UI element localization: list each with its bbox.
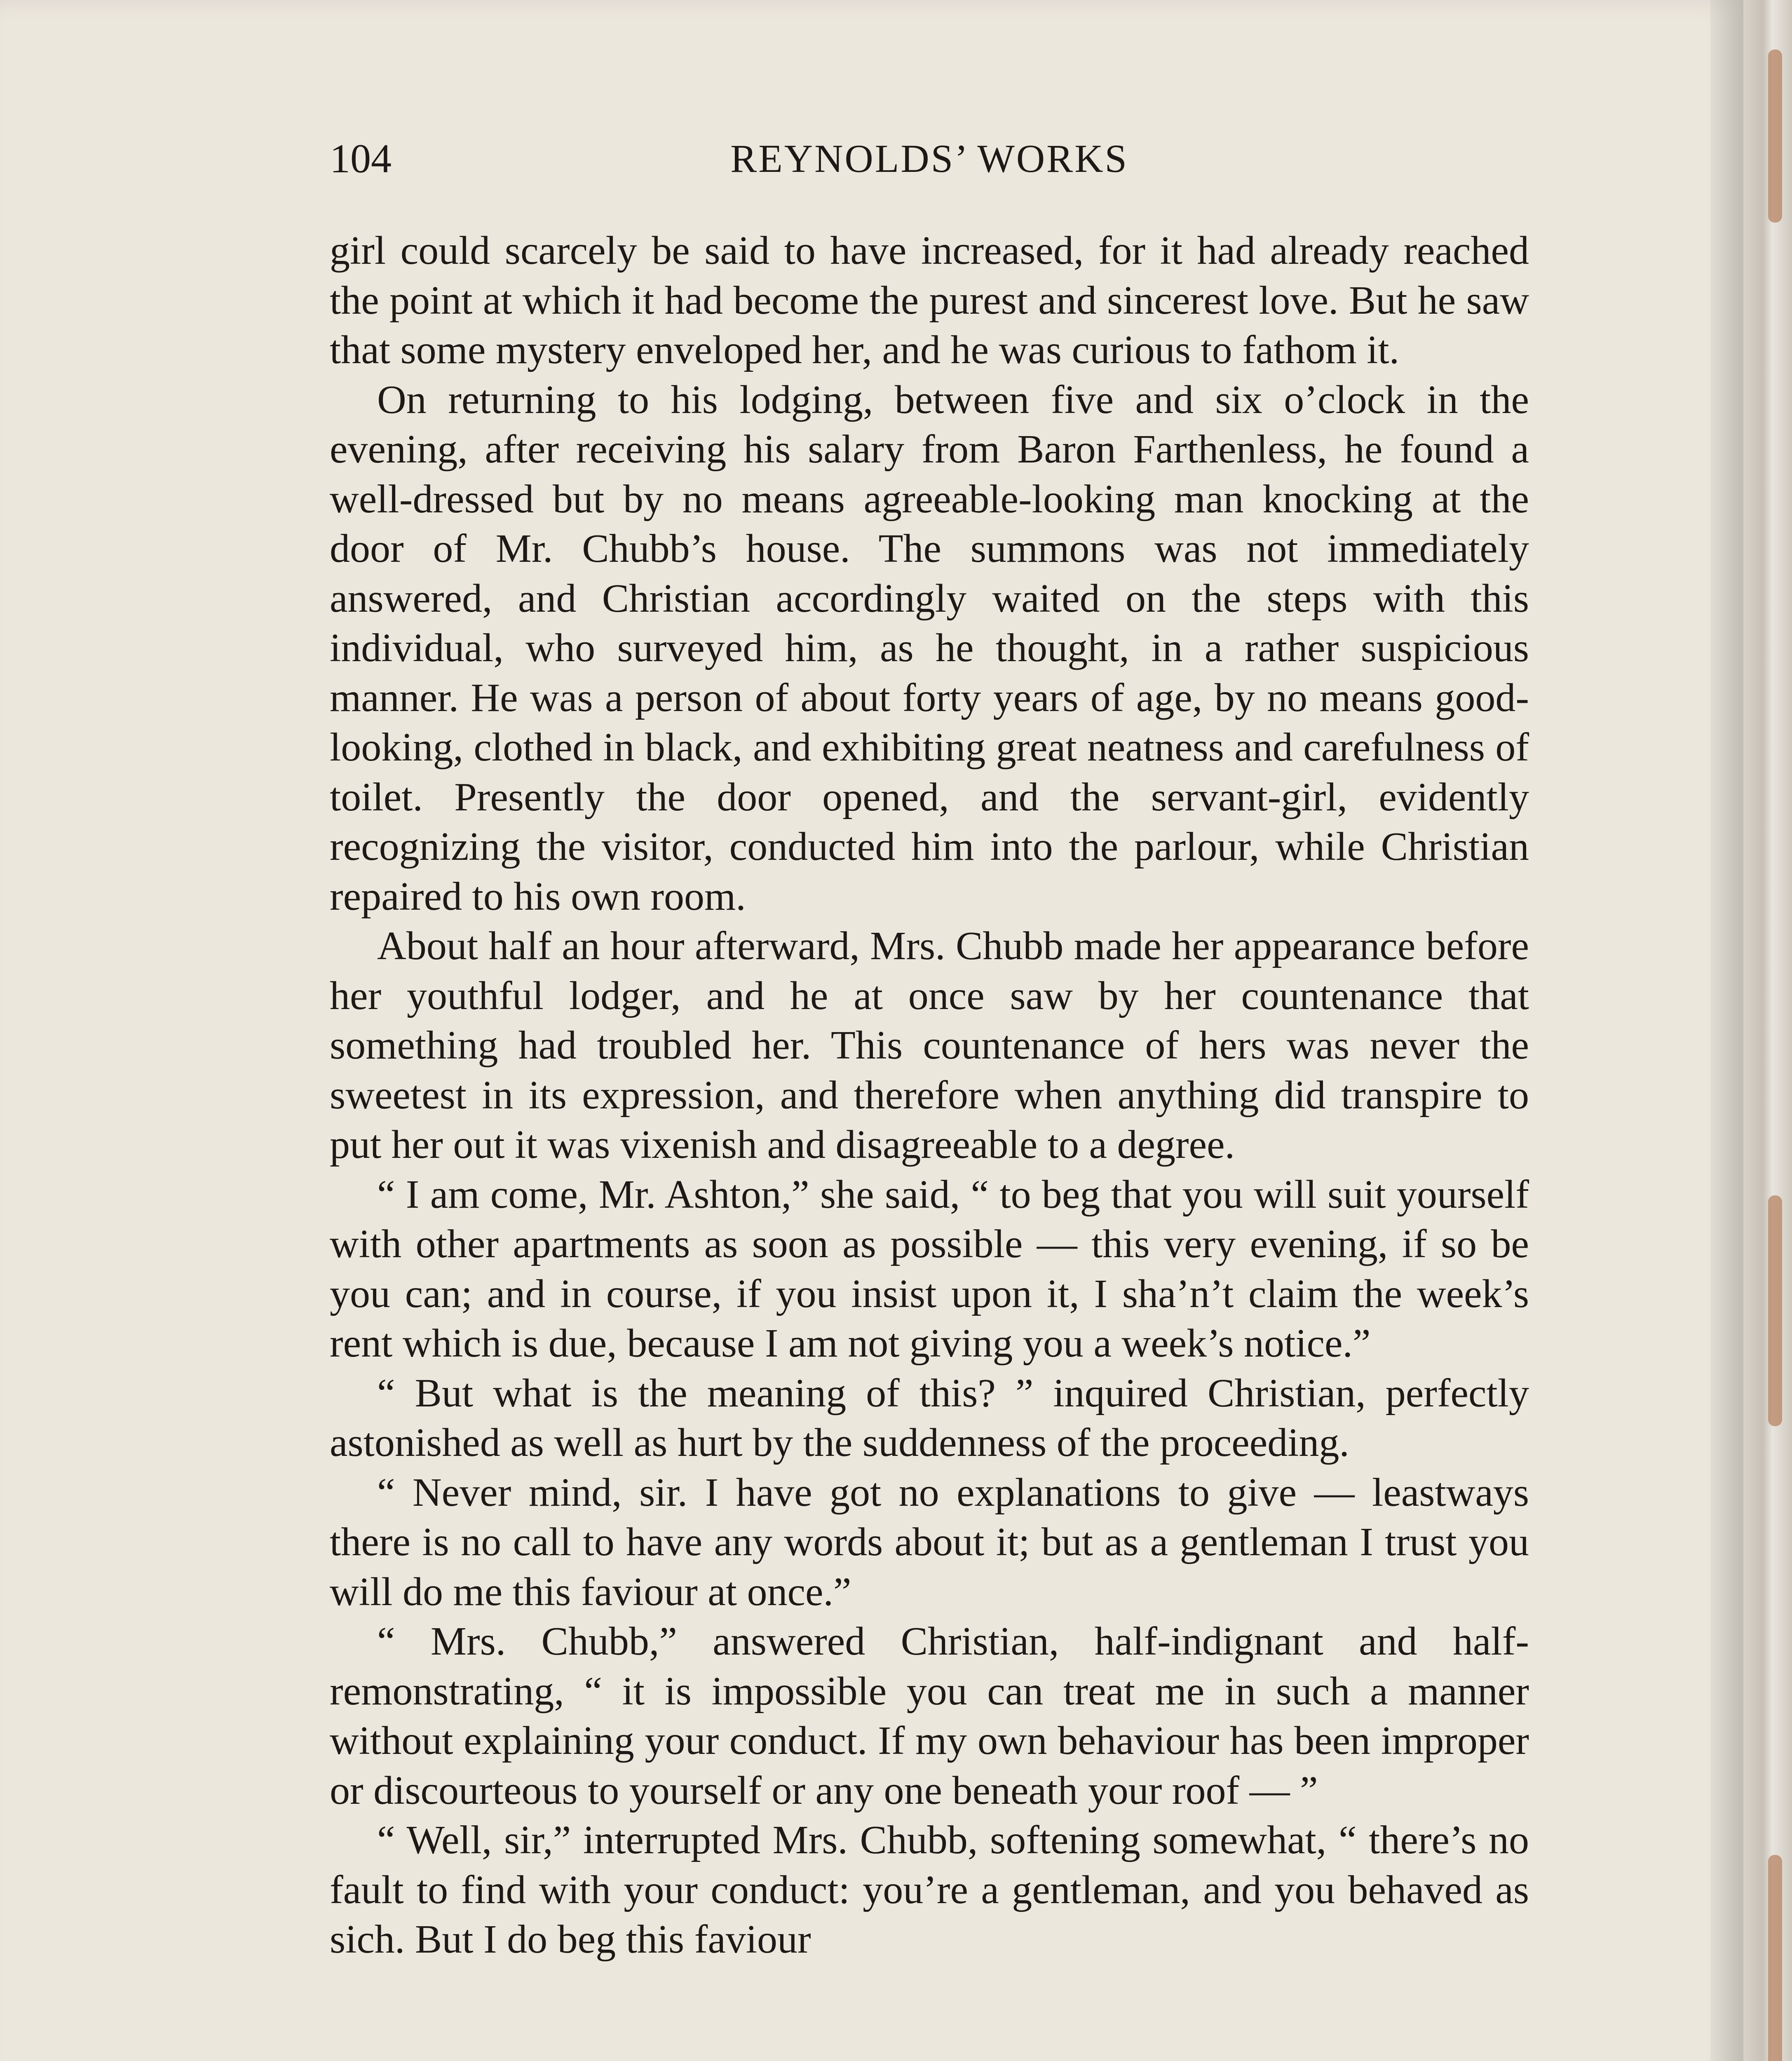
book-edge — [1743, 0, 1792, 2061]
paragraph: “ But what is the meaning of this? ” inquired Christian, perfectly astonished as well as hurt by the suddenness of the proceeding. — [330, 1371, 1529, 1465]
page-number: 104 — [330, 136, 392, 181]
edge-stain — [1768, 1195, 1782, 1426]
paragraph: “ Mrs. Chubb,” answered Christian, half-indignant and half-remonstrating, “ it is impossible you can treat me in such a manner without explaining your conduct. If my own behaviour has been improper or discourteous to yourself or any one beneath your roof — ” — [330, 1619, 1529, 1813]
body-text — [330, 226, 1529, 1965]
running-title: REYNOLDS’ WORKS — [730, 136, 1128, 181]
edge-stain — [1768, 49, 1782, 223]
paragraph: On returning to his lodging, between five and six o’clock in the evening, after receiving his salary from Baron Farthenless, he found a well-dressed but by no means agreeable-looking man knocking at the door of Mr. Chubb’s house. The summons was not immediately answered, and Christian accordingly waited on the steps with this individual, who surveyed him, as he thought, in a rather suspicious manner. He was a person of about forty years of age, by no means good-looking, clothed in black, and exhibiting great neatness and carefulness of toilet. Presently the door opened, and the servant-girl, evidently recognizing the visitor, conducted him into the parlour, while Christian repaired to his own room. — [330, 377, 1529, 919]
paragraph: “ I am come, Mr. Ashton,” she said, “ to beg that you will suit yourself with other apartments as soon as possible — this very evening, if so be you can; and in course, if you insist upon it, I sha’n’t claim the week’s rent which is due, because I am not giving you a week’s notice.” — [330, 1172, 1529, 1366]
paragraph: girl could scarcely be said to have increased, for it had already reached the point at which it had become the purest and sincerest love. But he saw that some mystery enveloped her, and he was curious to fathom it. — [330, 228, 1529, 372]
paragraph: “ Well, sir,” interrupted Mrs. Chubb, softening somewhat, “ there’s no fault to find with your conduct: you’re a gentleman, and you behaved as sich. But I do beg this faviour — [330, 1818, 1529, 1962]
paragraph: About half an hour afterward, Mrs. Chubb made her appearance before her youthful lodger, and he at once saw by her countenance that something had troubled her. This countenance of hers was never the sweetest in its expression, and therefore when anything did transpire to put her out it was vixenish and disagreeable to a degree. — [330, 924, 1529, 1167]
paragraph: “ Never mind, sir. I have got no explanations to give — leastways there is no call to have any words about it; but as a gentleman I trust you will do me this faviour at once.” — [330, 1470, 1529, 1614]
page-header — [330, 134, 1529, 183]
edge-stain — [1768, 1855, 1782, 2061]
